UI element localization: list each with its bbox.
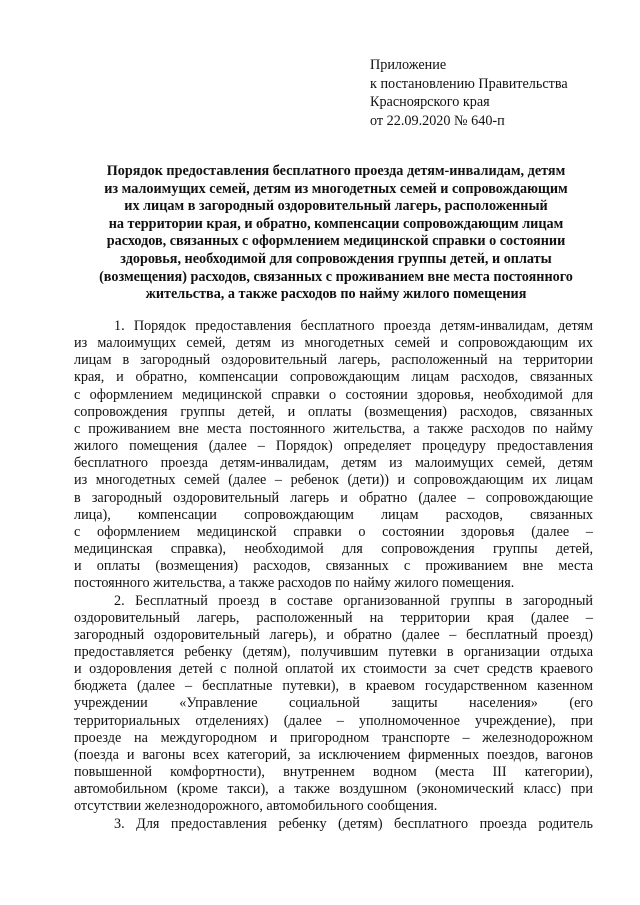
paragraph-2-line: 2. Бесплатный проезд в составе организованной группы в загородный bbox=[114, 592, 593, 609]
appendix-block bbox=[370, 56, 620, 130]
paragraph-1-line: медицинская справка), необходимой для сопровождения группы детей, bbox=[74, 541, 593, 558]
paragraph-2-line: проезде на междугородном и пригородном транспорте – железнодорожном bbox=[74, 729, 593, 746]
paragraph-1-line: жилого помещения (далее – Порядок) определяет процедуру предоставления bbox=[74, 438, 593, 455]
paragraph-1-line: в загородный оздоровительный лагерь и обратно (далее – сопровождающие bbox=[74, 489, 593, 506]
appendix-line: Приложение bbox=[370, 57, 447, 73]
paragraph-1-line: из многодетных семей (далее – ребенок (дети)) и сопровождающим их лицам bbox=[74, 472, 593, 489]
paragraph-1-line: постоянного жительства, а также расходов по найму жилого помещения. bbox=[74, 575, 515, 592]
paragraph-2-line: оздоровительный лагерь, расположенный на территории края (далее – bbox=[74, 609, 593, 626]
paragraph-2-line: (поезда и вагоны всех категорий, за исключением фирменных поездов, вагонов bbox=[74, 746, 593, 763]
paragraph-1-line: бесплатного проезда детям-инвалидам, детям из малоимущих семей, детям bbox=[74, 455, 593, 472]
paragraph-2-line: отсутствии железнодорожного, автомобильного сообщения. bbox=[74, 798, 438, 815]
title-line: расходов, связанных с оформлением медицинской справки о состоянии bbox=[106, 233, 566, 250]
title-line: (возмещения) расходов, связанных с проживанием вне места постоянного bbox=[99, 268, 573, 285]
paragraph-1-line: лица), компенсации сопровождающим лицам расходов, связанных bbox=[74, 506, 593, 523]
paragraph-3-line: 3. Для предоставления ребенку (детям) бесплатного проезда родитель bbox=[114, 815, 593, 832]
document-body bbox=[74, 318, 593, 833]
title-line: из малоимущих семей, детям из многодетных семей и сопровождающим bbox=[104, 180, 568, 197]
paragraph-2-line: автомобильном (кроме такси), а также воздушном (экономический класс) при bbox=[74, 781, 593, 798]
paragraph-1-line: и оплаты (возмещения) расходов, связанных с проживанием вне места bbox=[74, 558, 593, 575]
paragraph-1-line: лицам в загородный оздоровительный лагерь, расположенный на территории bbox=[74, 352, 593, 369]
paragraph-2-line: повышенной комфортности), внутреннем водном (места III категории), bbox=[74, 764, 593, 781]
paragraph-1-line: 1. Порядок предоставления бесплатного проезда детям-инвалидам, детям bbox=[114, 318, 593, 334]
paragraph-2-line: бюджета (далее – бесплатные путевки), в краевом государственном казенном bbox=[74, 678, 593, 695]
title-line: жительства, а также расходов по найму жилого помещения bbox=[145, 286, 527, 303]
paragraph-2-line: территориальных отделениях) (далее – уполномоченное учреждение), при bbox=[74, 712, 593, 729]
paragraph-1-line: из малоимущих семей, детям из многодетных семей и сопровождающим их bbox=[74, 335, 593, 352]
paragraph-2-line: и оздоровления детей с полной оплатой их стоимости за счет средств краевого bbox=[74, 661, 593, 678]
paragraph-1-line: с оформлением медицинской справки о состоянии здоровья (далее – bbox=[74, 523, 593, 540]
paragraph-2-line: загородный оздоровительный лагерь), и обратно (далее – бесплатный проезд) bbox=[74, 626, 593, 643]
paragraph-2-line: предоставляется ребенку (детям), получившим путевки в организации отдыха bbox=[74, 643, 593, 660]
paragraph-2-line: учреждении «Управление социальной защиты населения» (его bbox=[74, 695, 593, 712]
title-line: их лицам в загородный оздоровительный лагерь, расположенный bbox=[124, 198, 548, 215]
paragraph-1-line: с проживанием вне места постоянного жительства, а также расходов по найму bbox=[74, 420, 593, 437]
paragraph-1-line: с оформлением медицинской справки о состоянии здоровья, необходимой для bbox=[74, 386, 593, 403]
title-line: Порядок предоставления бесплатного проезда детям-инвалидам, детям bbox=[106, 163, 566, 179]
appendix-line: от 22.09.2020 № 640-п bbox=[370, 112, 505, 129]
document-title bbox=[66, 163, 606, 304]
paragraph-1-line: края, и обратно, компенсации сопровождающим лицам расходов, связанных bbox=[74, 369, 593, 386]
appendix-line: к постановлению Правительства bbox=[370, 75, 568, 92]
paragraph-1-line: сопровождения группы детей, и оплаты (возмещения) расходов, связанных bbox=[74, 403, 593, 420]
title-line: на территории края, и обратно, компенсации сопровождающим лицам bbox=[108, 215, 564, 232]
appendix-line: Красноярского края bbox=[370, 94, 490, 110]
title-line: здоровья, необходимой для сопровождения группы детей, и оплаты bbox=[120, 250, 552, 267]
